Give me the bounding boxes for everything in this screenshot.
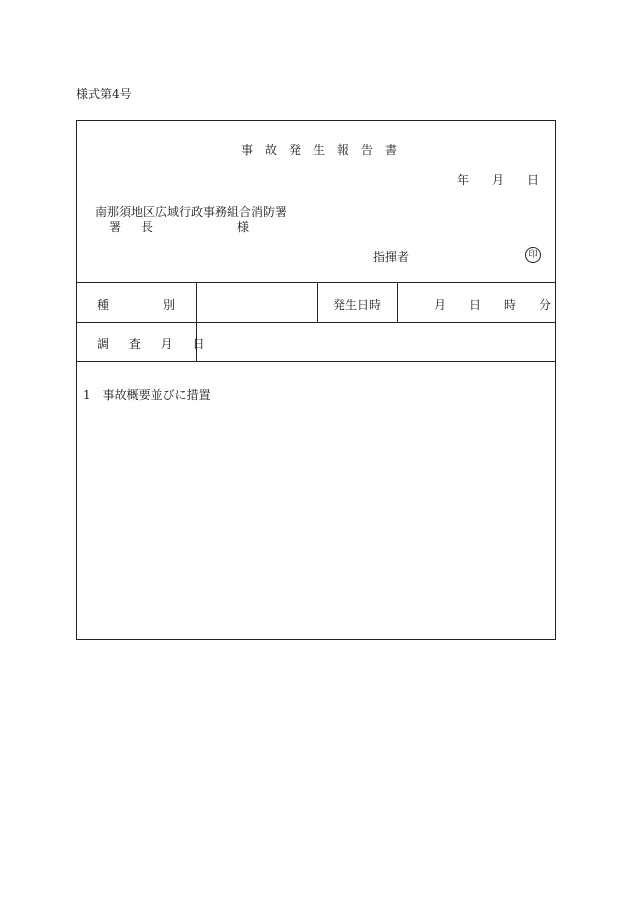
row1-divider-a xyxy=(196,282,197,322)
row1-bottom xyxy=(77,322,555,323)
month-label: 月 xyxy=(491,173,504,187)
occurrence-hour: 時 xyxy=(503,298,516,312)
row1-divider-c xyxy=(397,282,398,322)
occurrence-label: 発生日時 xyxy=(333,298,382,312)
seal-mark: 印 xyxy=(525,247,541,263)
addressee-position: 署 長 xyxy=(109,220,161,234)
report-form xyxy=(76,120,556,640)
addressee-organization: 南那須地区広域行政事務組合消防署 xyxy=(95,205,288,219)
addressee-honorific: 様 xyxy=(237,220,250,234)
occurrence-month: 月 xyxy=(434,298,447,312)
row2-bottom xyxy=(77,361,555,362)
day-label: 日 xyxy=(526,173,539,187)
commander-label: 指揮者 xyxy=(373,250,410,264)
survey-date-label: 調 査 月 日 xyxy=(97,337,213,351)
date-line xyxy=(457,171,539,188)
year-label: 年 xyxy=(457,173,470,187)
form-number: 様式第4号 xyxy=(76,87,132,101)
row2-divider xyxy=(196,322,197,361)
occurrence-units xyxy=(434,296,551,313)
occurrence-minute: 分 xyxy=(538,298,551,312)
row1-divider-b xyxy=(317,282,318,322)
type-label: 種 別 xyxy=(97,298,186,312)
form-title: 事故発生報告書 xyxy=(241,143,410,157)
section1-heading: 1 事故概要並びに措置 xyxy=(83,388,211,402)
occurrence-day: 日 xyxy=(468,298,481,312)
header-divider xyxy=(77,282,555,283)
